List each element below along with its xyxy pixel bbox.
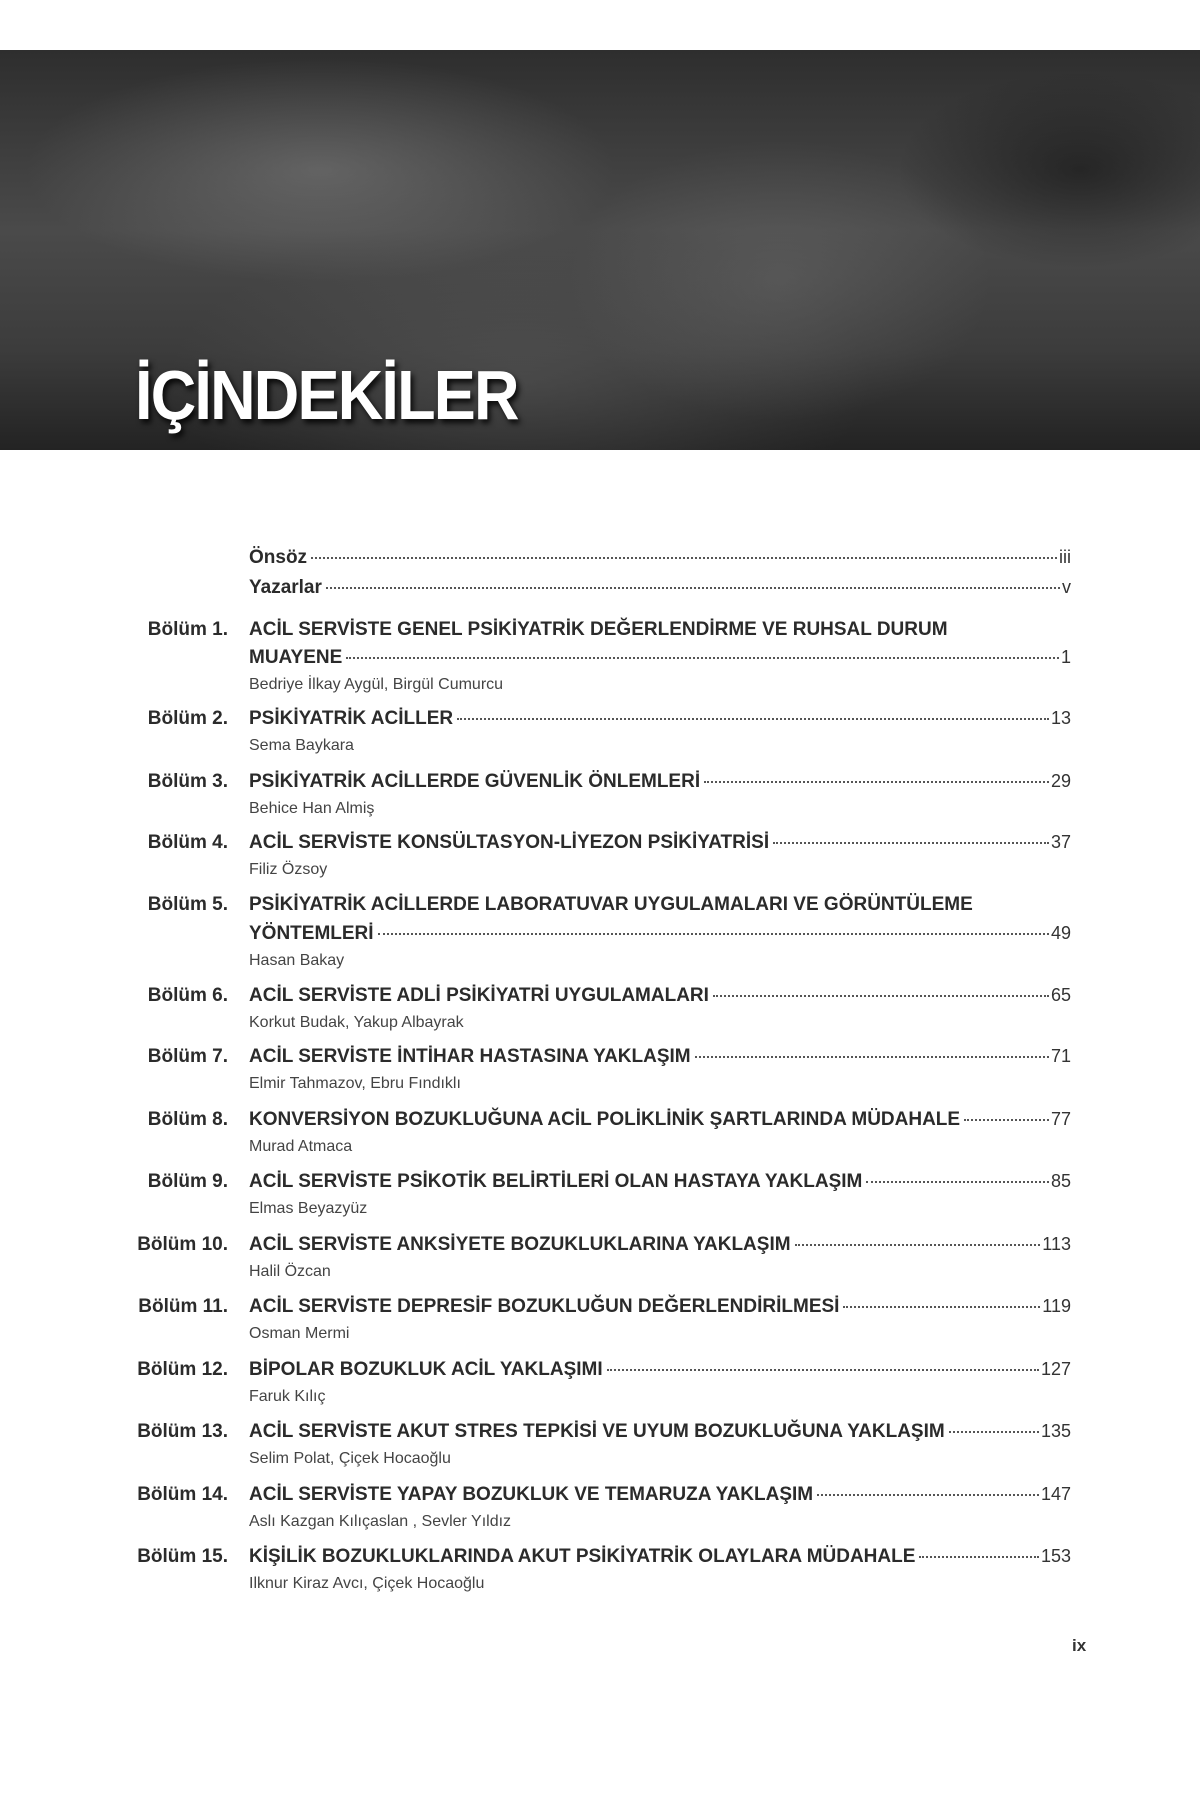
chapter-label: Bölüm 9. — [147, 1171, 228, 1192]
toc-entry-page: iii — [1059, 547, 1071, 567]
chapter-page: 71 — [1050, 1046, 1071, 1066]
header-banner — [0, 50, 1200, 450]
leader-dots — [378, 933, 1049, 935]
leader-dots — [326, 587, 1060, 589]
toc-entry-yazarlar[interactable] — [249, 577, 1071, 599]
chapter-label: Bölüm 1. — [147, 619, 228, 640]
chapter-page: 1 — [1060, 647, 1071, 667]
leader-dots — [346, 657, 1059, 659]
chapter-authors: Korkut Budak, Yakup Albayrak — [249, 1014, 464, 1031]
chapter-page: 147 — [1040, 1484, 1071, 1504]
chapter-label: Bölüm 11. — [138, 1296, 228, 1317]
chapter-title: KONVERSİYON BOZUKLUĞUNA ACİL POLİKLİNİK ŞARTLARINDA MÜDAHALE — [249, 1109, 961, 1130]
leader-dots — [866, 1181, 1049, 1183]
chapter-authors: Murad Atmaca — [249, 1138, 353, 1155]
chapter-label: Bölüm 12. — [137, 1359, 228, 1380]
chapter-authors: Selim Polat, Çiçek Hocaoğlu — [249, 1450, 451, 1467]
chapter-authors: Behice Han Almiş — [249, 800, 375, 817]
chapter-authors: Elmas Beyazyüz — [249, 1200, 368, 1217]
chapter-title: PSİKİYATRİK ACİLLERDE GÜVENLİK ÖNLEMLERİ — [249, 771, 701, 792]
chapter-title: BİPOLAR BOZUKLUK ACİL YAKLAŞIMI — [249, 1359, 603, 1380]
chapter-page: 119 — [1042, 1296, 1071, 1316]
page-title: İÇİNDEKİLER — [135, 356, 518, 434]
chapter-authors: Sema Baykara — [249, 737, 354, 754]
chapter-authors: Aslı Kazgan Kılıçaslan , Sevler Yıldız — [249, 1513, 512, 1530]
chapter-title: KİŞİLİK BOZUKLUKLARINDA AKUT PSİKİYATRİK OLAYLARA MÜDAHALE — [249, 1546, 916, 1567]
toc-entry-title: Önsöz — [249, 547, 308, 568]
chapter-label: Bölüm 2. — [147, 708, 228, 729]
toc-entry-page: v — [1062, 577, 1071, 597]
chapter-title-cont: MUAYENE — [249, 647, 343, 668]
chapter-page: 85 — [1050, 1171, 1071, 1191]
toc-entry-title: Yazarlar — [249, 577, 322, 598]
chapter-label: Bölüm 13. — [137, 1421, 228, 1442]
chapter-label: Bölüm 15. — [137, 1546, 228, 1567]
chapter-label: Bölüm 7. — [147, 1046, 228, 1067]
chapter-title: ACİL SERVİSTE DEPRESİF BOZUKLUĞUN DEĞERLENDİRİLMESİ — [249, 1296, 840, 1317]
chapter-authors: Elmir Tahmazov, Ebru Fındıklı — [249, 1075, 461, 1092]
leader-dots — [795, 1244, 1041, 1246]
leader-dots — [457, 718, 1049, 720]
chapter-label: Bölüm 10. — [137, 1234, 228, 1255]
chapter-authors: Bedriye İlkay Aygül, Birgül Cumurcu — [249, 676, 504, 693]
chapter-page: 13 — [1050, 708, 1071, 728]
leader-dots — [704, 781, 1049, 783]
leader-dots — [695, 1056, 1049, 1058]
chapter-title: ACİL SERVİSTE GENEL PSİKİYATRİK DEĞERLENDİRME VE RUHSAL DURUM — [249, 619, 948, 640]
chapter-title: ACİL SERVİSTE AKUT STRES TEPKİSİ VE UYUM BOZUKLUĞUNA YAKLAŞIM — [249, 1421, 945, 1442]
chapter-page: 37 — [1050, 832, 1071, 852]
leader-dots — [607, 1369, 1039, 1371]
chapter-page: 29 — [1050, 771, 1071, 791]
leader-dots — [843, 1306, 1040, 1308]
chapter-title-cont: YÖNTEMLERİ — [249, 923, 374, 944]
chapter-title: ACİL SERVİSTE PSİKOTİK BELİRTİLERİ OLAN HASTAYA YAKLAŞIM — [249, 1171, 863, 1192]
chapter-page: 77 — [1050, 1109, 1071, 1129]
leader-dots — [964, 1119, 1049, 1121]
leader-dots — [713, 995, 1049, 997]
leader-dots — [311, 557, 1057, 559]
chapter-authors: Hasan Bakay — [249, 952, 345, 969]
chapter-authors: Faruk Kılıç — [249, 1388, 326, 1405]
chapter-label: Bölüm 4. — [147, 832, 228, 853]
chapter-authors: Halil Özcan — [249, 1263, 331, 1280]
chapter-label: Bölüm 5. — [147, 894, 228, 915]
chapter-title: ACİL SERVİSTE KONSÜLTASYON-LİYEZON PSİKİYATRİSİ — [249, 832, 770, 853]
chapter-page: 153 — [1040, 1546, 1071, 1566]
chapter-page: 113 — [1042, 1234, 1071, 1254]
page-number: ix — [1072, 1636, 1087, 1655]
chapter-label: Bölüm 14. — [137, 1484, 228, 1505]
chapter-authors: Filiz Özsoy — [249, 861, 328, 878]
chapter-page: 49 — [1050, 923, 1071, 943]
chapter-page: 127 — [1040, 1359, 1071, 1379]
leader-dots — [773, 842, 1049, 844]
toc-entry-onsoz[interactable] — [249, 547, 1071, 569]
leader-dots — [817, 1494, 1039, 1496]
leader-dots — [919, 1556, 1039, 1558]
chapter-title: PSİKİYATRİK ACİLLER — [249, 708, 454, 729]
chapter-label: Bölüm 8. — [147, 1109, 228, 1130]
chapter-authors: Ilknur Kiraz Avcı, Çiçek Hocaoğlu — [249, 1575, 485, 1592]
chapter-label: Bölüm 3. — [147, 771, 228, 792]
chapter-title: ACİL SERVİSTE ADLİ PSİKİYATRİ UYGULAMALARI — [249, 985, 709, 1006]
chapter-page: 135 — [1040, 1421, 1071, 1441]
chapter-label: Bölüm 6. — [147, 985, 228, 1006]
chapter-page: 65 — [1050, 985, 1071, 1005]
leader-dots — [949, 1431, 1039, 1433]
chapter-title: ACİL SERVİSTE ANKSİYETE BOZUKLUKLARINA YAKLAŞIM — [249, 1234, 791, 1255]
chapter-authors: Osman Mermi — [249, 1325, 350, 1342]
chapter-title: PSİKİYATRİK ACİLLERDE LABORATUVAR UYGULAMALARI VE GÖRÜNTÜLEME — [249, 894, 973, 915]
chapter-title: ACİL SERVİSTE İNTİHAR HASTASINA YAKLAŞIM — [249, 1046, 691, 1067]
chapter-title: ACİL SERVİSTE YAPAY BOZUKLUK VE TEMARUZA YAKLAŞIM — [249, 1484, 814, 1505]
